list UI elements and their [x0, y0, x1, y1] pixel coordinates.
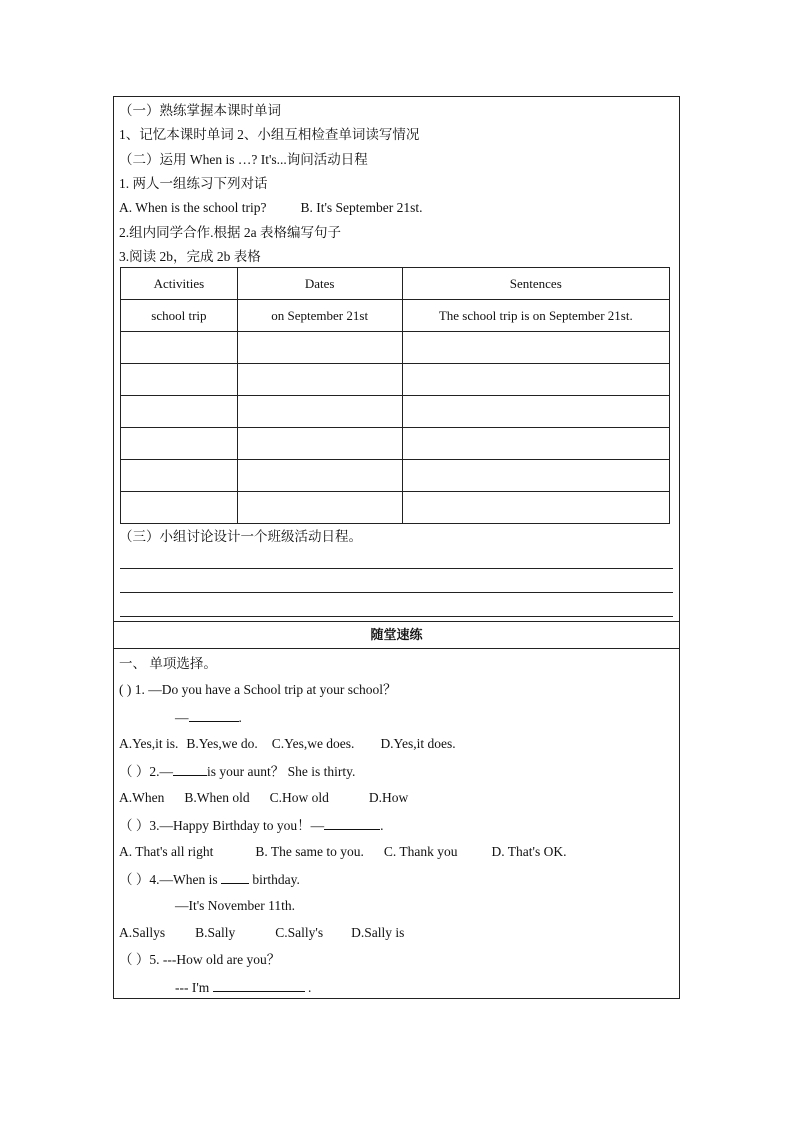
table-cell[interactable]: [121, 428, 238, 460]
part2-step3: 3.阅读 2b，完成 2b 表格: [119, 249, 261, 264]
option-a: A.Sallys: [119, 925, 166, 940]
table-cell[interactable]: [237, 396, 402, 428]
option-b: B.Sally: [195, 925, 236, 940]
part1-heading: （一）熟练掌握本课时单词: [119, 103, 281, 118]
table-cell[interactable]: [237, 460, 402, 492]
table-cell[interactable]: [121, 396, 238, 428]
dash: —: [175, 710, 189, 725]
table-cell: on September 21st: [237, 300, 402, 332]
table-row: [121, 428, 670, 460]
option-c: C.How old: [269, 790, 329, 805]
question-3: [119, 817, 384, 834]
table-row: [121, 332, 670, 364]
option-a: A.Yes,it is.: [119, 736, 179, 751]
practice-title: 随堂速练: [370, 627, 423, 642]
question-4: [119, 871, 300, 888]
table-cell[interactable]: [402, 428, 669, 460]
table-row: [121, 364, 670, 396]
table-row: [121, 492, 670, 524]
question-text: （ ）3.—Happy Birthday to you！—: [119, 818, 325, 833]
part2-step2: 2.组内同学合作.根据 2a 表格编写句子: [119, 225, 341, 240]
dialog-b: B. It's September 21st.: [300, 200, 423, 215]
question-text: is your aunt？ She is thirty.: [207, 764, 356, 779]
question-text: .: [308, 980, 312, 995]
table-row: [121, 300, 670, 332]
question-1-options: [119, 736, 456, 752]
part3-heading: （三）小组讨论设计一个班级活动日程。: [119, 529, 362, 544]
option-d: D.How: [368, 790, 409, 805]
question-text: （ ）2.—: [119, 764, 173, 779]
table-cell[interactable]: [237, 332, 402, 364]
answer-blank[interactable]: [173, 763, 207, 776]
table-cell[interactable]: [237, 428, 402, 460]
question-2-options: [119, 790, 408, 806]
answer-blank[interactable]: [189, 709, 239, 722]
question-3-options: [119, 844, 566, 860]
part2-step1: 1. 两人一组练习下列对话: [119, 176, 268, 191]
table-cell[interactable]: [121, 364, 238, 396]
table-cell[interactable]: [121, 460, 238, 492]
answer-blank[interactable]: [213, 979, 305, 992]
table-cell[interactable]: [402, 460, 669, 492]
table-cell[interactable]: [402, 332, 669, 364]
table-cell[interactable]: [402, 364, 669, 396]
option-d: D.Yes,it does.: [380, 736, 456, 751]
table-cell[interactable]: [237, 364, 402, 396]
option-b: B.Yes,we do.: [186, 736, 258, 751]
question-text: birthday.: [252, 872, 300, 887]
answer-blank[interactable]: [324, 817, 380, 830]
table-cell: The school trip is on September 21st.: [402, 300, 669, 332]
option-b: B.When old: [184, 790, 250, 805]
option-d: D. That's OK.: [491, 844, 567, 859]
option-b: B. The same to you.: [255, 844, 364, 859]
question-2: [119, 763, 355, 780]
table-row: [121, 460, 670, 492]
question-text: （ ）4.—When is: [119, 872, 218, 887]
section-divider: [113, 648, 680, 649]
table-cell[interactable]: [402, 396, 669, 428]
answer-line[interactable]: [120, 616, 673, 617]
dialog-a: A. When is the school trip?: [119, 200, 267, 215]
question-4-options: [119, 925, 404, 941]
table-row: [121, 396, 670, 428]
option-c: C. Thank you: [383, 844, 458, 859]
answer-line[interactable]: [120, 568, 673, 569]
table-header-row: [121, 268, 670, 300]
answer-blank[interactable]: [221, 871, 249, 884]
question-5: （ ）5. ---How old are you？: [119, 952, 281, 967]
answer-line[interactable]: [120, 592, 673, 593]
option-d: D.Sally is: [351, 925, 405, 940]
activities-table: [120, 267, 670, 524]
section-divider: [113, 621, 680, 622]
question-text: --- I'm: [175, 980, 210, 995]
header-activities: Activities: [121, 268, 238, 300]
question-text: .: [380, 818, 384, 833]
part2-heading: （二）运用 When is …? It's...询问活动日程: [119, 152, 368, 167]
question-5-answer: [175, 979, 311, 996]
option-c: C.Sally's: [275, 925, 324, 940]
practice-section-heading: 一、 单项选择。: [119, 656, 217, 671]
header-sentences: Sentences: [402, 268, 669, 300]
table-cell[interactable]: [121, 492, 238, 524]
question-1: ( ) 1. —Do you have a School trip at your school？: [119, 682, 397, 697]
option-a: A. That's all right: [119, 844, 214, 859]
table-cell[interactable]: [402, 492, 669, 524]
table-cell: school trip: [121, 300, 238, 332]
question-4-answer: —It's November 11th.: [175, 898, 296, 913]
option-c: C.Yes,we does.: [271, 736, 355, 751]
question-1-answer: — .: [175, 710, 242, 725]
part1-tasks: 1、记忆本课时单词 2、小组互相检查单词读写情况: [119, 127, 420, 142]
header-dates: Dates: [237, 268, 402, 300]
table-cell[interactable]: [237, 492, 402, 524]
table-cell[interactable]: [121, 332, 238, 364]
dialog-line: [119, 200, 423, 216]
option-a: A.When: [119, 790, 165, 805]
